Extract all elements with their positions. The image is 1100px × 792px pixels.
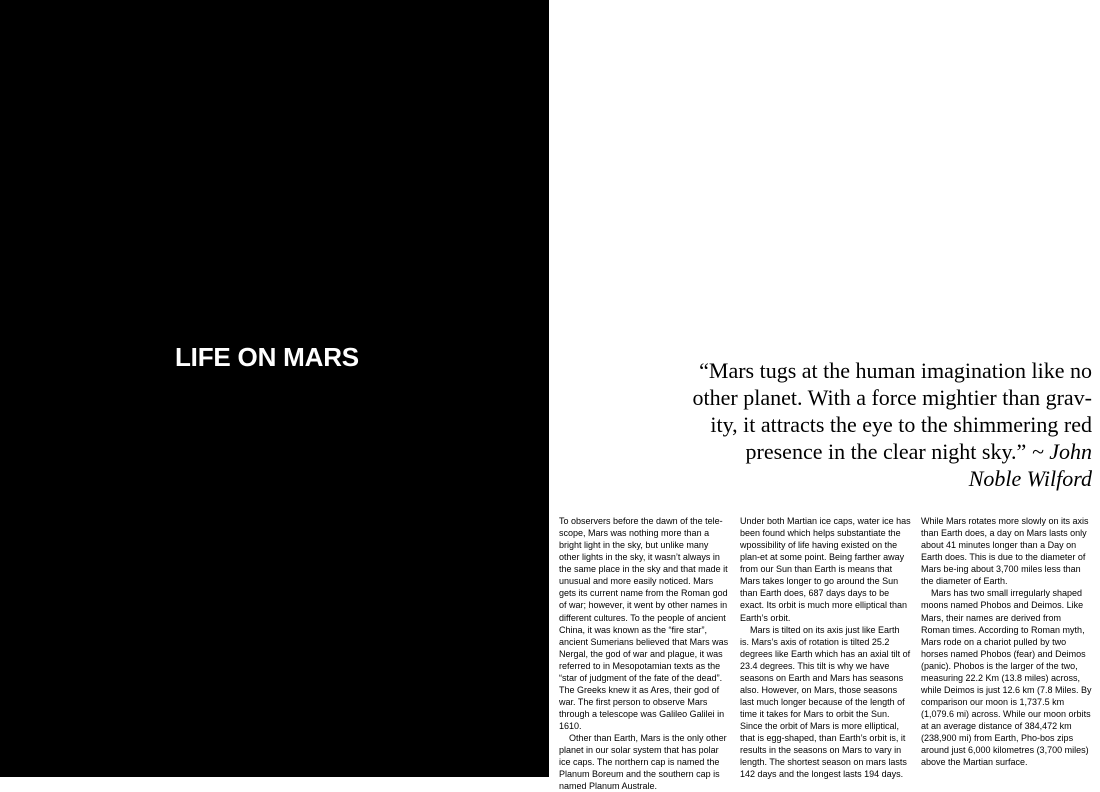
paragraph: To observers before the dawn of the tele-scope, Mars was nothing more than a bright light in the sky, but unlike many other lights in the sky, it wasn’t always in the same place in the sky and that made it unusual and more easily noticed. Mars gets its current name from the Roman god of war; however, it went by other names in different cultures. To the people of ancient China, it was known as the “fire star”, ancient Sumerians believed that Mars was Nergal, the god of war and plague, it was referred to in Mesopotamian texts as the “star of judgment of the fate of the dead”. The Greeks knew it as Ares, their god of war. The first person to observe Mars through a telescope was Galileo Galilei in 1610.	[559, 516, 729, 732]
pull-quote	[690, 357, 1092, 492]
paragraph: While Mars rotates more slowly on its axis than Earth does, a day on Mars lasts only about 41 minutes longer than a Day on Earth does. This is due to the diameter of Mars be-ing about 3,700 miles less than the diameter of Earth.	[921, 516, 1089, 587]
quote-author: ~ John Noble Wilford	[968, 439, 1092, 491]
paragraph: Other than Earth, Mars is the only other planet in our solar system that has polar ice caps. The northern cap is named the Planum Boreum and the southern cap is named Planum Australe.	[559, 733, 727, 792]
paragraph: Under both Martian ice caps, water ice has been found which helps substantiate the wpossibility of life having existed on the plan-et at some point. Being farther away from our Sun than Earth is means that Mars takes longer to go around the Sun than Earth does, 687 days days to be exact. Its orbit is much more elliptical than Earth’s orbit.	[740, 516, 911, 623]
text-column-2	[740, 515, 911, 780]
quote-text: “Mars tugs at the human imagination like no other planet. With a force mightier than grav-ity, it attracts the eye to the shimmering red presence in the clear night sky.”	[692, 358, 1092, 464]
paragraph: Mars is tilted on its axis just like Earth is. Mars’s axis of rotation is tilted 25.2 degrees like Earth which has an axial tilt of 23.4 degrees. This tilt is why we have seasons on Earth and Mars has seasons also. However, on Mars, those seasons last much longer because of the length of time it takes for Mars to orbit the Sun. Since the orbit of Mars is more elliptical, that is egg-shaped, than Earth’s orbit is, it results in the seasons on Mars to vary in length. The shortest season on mars lasts 142 days and the longest lasts 194 days.	[740, 624, 911, 780]
page-title: LIFE ON MARS	[175, 342, 359, 372]
text-column-1	[559, 515, 730, 792]
text-column-3	[921, 515, 1092, 768]
black-panel	[0, 0, 549, 777]
paragraph: Mars has two small irregularly shaped moons named Phobos and Deimos. Like Mars, their names are derived from Roman times. According to Roman myth, Mars rode on a chariot pulled by two horses named Phobos (fear) and Deimos (panic). Phobos is the larger of the two, measuring 22.2 Km (13.8 miles) across, while Deimos is just 12.6 km (7.8 Miles. By comparison our moon is 1,737.5 km (1,079.6 mi) across. While our moon orbits at an average distance of 384,472 km (238,900 mi) from Earth, Pho-bos zips around just 6,000 kilometres (3,700 miles) above the Martian surface.	[921, 588, 1092, 768]
